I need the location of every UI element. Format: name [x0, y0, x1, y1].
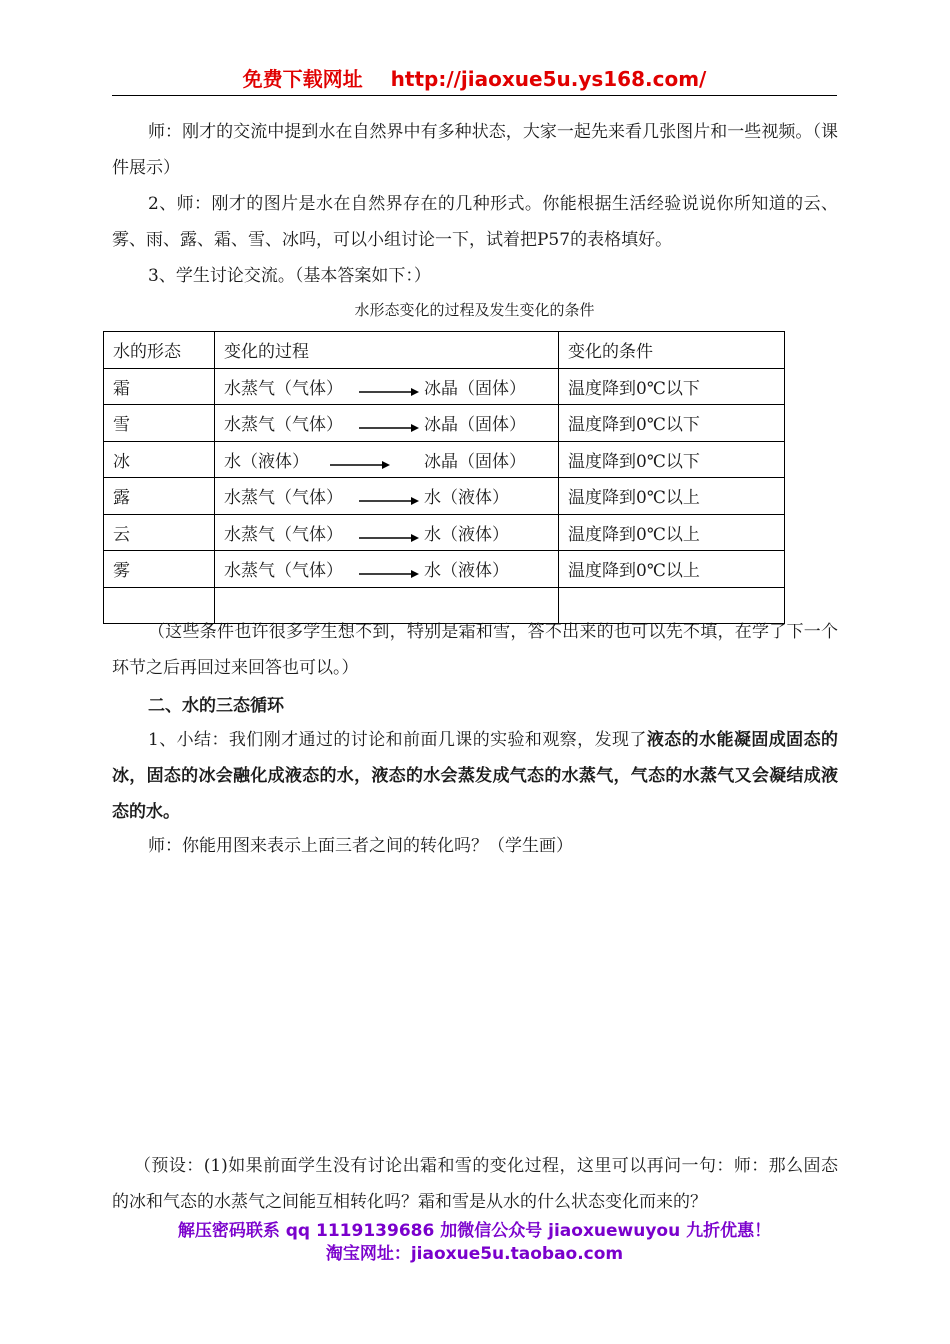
cell-form: 雾 [104, 551, 215, 588]
header-label: 免费下载网址 [242, 67, 363, 91]
cell-condition: 温度降到0℃以上 [559, 551, 785, 588]
process-from: 水（液体） [224, 451, 309, 472]
summary-prefix: 1、小结：我们刚才通过的讨论和前面几课的实验和观察，发现了 [148, 730, 647, 750]
header-cell-process: 变化的过程 [215, 332, 559, 369]
footer-shop-link[interactable]: 淘宝网址：jiaoxue5u.taobao.com [325, 1244, 624, 1264]
cell-form: 露 [104, 478, 215, 515]
cell-process [215, 405, 559, 442]
footer-contact: 解压密码联系 qq 1119139686 加微信公众号 jiaoxuewuyou 九折优惠！ [177, 1221, 772, 1241]
process-from: 水蒸气（气体） [224, 524, 343, 545]
cell-process [215, 514, 559, 551]
summary-bold: 液态的水能凝固成固态的冰，固态的冰会融化成液态的水，液态的水会蒸发成气态的水蒸气，气态的水蒸气又会凝结成液态的水。 [112, 730, 838, 822]
cell-form: 雪 [104, 405, 215, 442]
table-row [104, 514, 785, 551]
cell-form: 云 [104, 514, 215, 551]
cell-condition: 温度降到0℃以上 [559, 478, 785, 515]
page-header [112, 64, 837, 94]
process-to: 水（液体） [424, 488, 509, 509]
cell-process [215, 441, 559, 478]
paragraph-note: （这些条件也许很多学生想不到，特别是霜和雪，答不出来的也可以先不填，在学了下一个环节之后再回过来回答也可以。） [112, 622, 838, 678]
table-row [104, 441, 785, 478]
process-from: 水蒸气（气体） [224, 415, 343, 436]
paragraph-1: 师：刚才的交流中提到水在自然界中有多种状态，大家一起先来看几张图片和一些视频。（课件展示） [112, 122, 838, 178]
paragraph-summary [112, 722, 838, 830]
table-row [104, 478, 785, 515]
paragraph-preset: （预设：(1)如果前面学生没有讨论出霜和雪的变化过程，这里可以再问一句：师：那么固态的冰和气态的水蒸气之间能互相转化吗？霜和雪是从水的什么状态变化而来的？ [112, 1156, 838, 1212]
table-row [104, 368, 785, 405]
cell-process [215, 551, 559, 588]
water-forms-table [103, 331, 785, 624]
cell-condition: 温度降到0℃以上 [559, 514, 785, 551]
header-cell-form: 水的形态 [104, 332, 215, 369]
process-from: 水蒸气（气体） [224, 561, 343, 582]
arrow-right-icon [359, 387, 419, 397]
process-to: 冰晶（固体） [424, 451, 526, 472]
arrow-right-icon [359, 569, 419, 579]
cell-condition: 温度降到0℃以下 [559, 368, 785, 405]
cell-form: 霜 [104, 368, 215, 405]
table-caption: 水形态变化的过程及发生变化的条件 [354, 301, 595, 319]
arrow-right-icon [359, 533, 419, 543]
paragraph-question: 师：你能用图来表示上面三者之间的转化吗？（学生画） [148, 836, 573, 856]
arrow-right-icon [359, 423, 419, 433]
table-row [104, 405, 785, 442]
cell-condition: 温度降到0℃以下 [559, 405, 785, 442]
process-to: 水（液体） [424, 524, 509, 545]
cell-form: 冰 [104, 441, 215, 478]
header-divider [112, 95, 837, 96]
header-cell-condition: 变化的条件 [559, 332, 785, 369]
process-to: 水（液体） [424, 561, 509, 582]
process-to: 冰晶（固体） [424, 378, 526, 399]
paragraph-3: 3、学生讨论交流。（基本答案如下：） [148, 266, 431, 286]
header-site-link[interactable]: http://jiaoxue5u.ys168.com/ [390, 67, 707, 91]
process-from: 水蒸气（气体） [224, 488, 343, 509]
table-row [104, 551, 785, 588]
cell-process [215, 478, 559, 515]
arrow-right-icon [359, 496, 419, 506]
process-to: 冰晶（固体） [424, 415, 526, 436]
arrow-right-icon [330, 460, 390, 470]
section-heading: 二、水的三态循环 [148, 696, 284, 716]
paragraph-2: 2、师：刚才的图片是水在自然界存在的几种形式。你能根据生活经验说说你所知道的云、雾、雨、露、霜、雪、冰吗，可以小组讨论一下，试着把P57的表格填好。 [112, 194, 838, 250]
table-header-row [104, 332, 785, 369]
cell-condition: 温度降到0℃以下 [559, 441, 785, 478]
process-from: 水蒸气（气体） [224, 378, 343, 399]
cell-process [215, 368, 559, 405]
